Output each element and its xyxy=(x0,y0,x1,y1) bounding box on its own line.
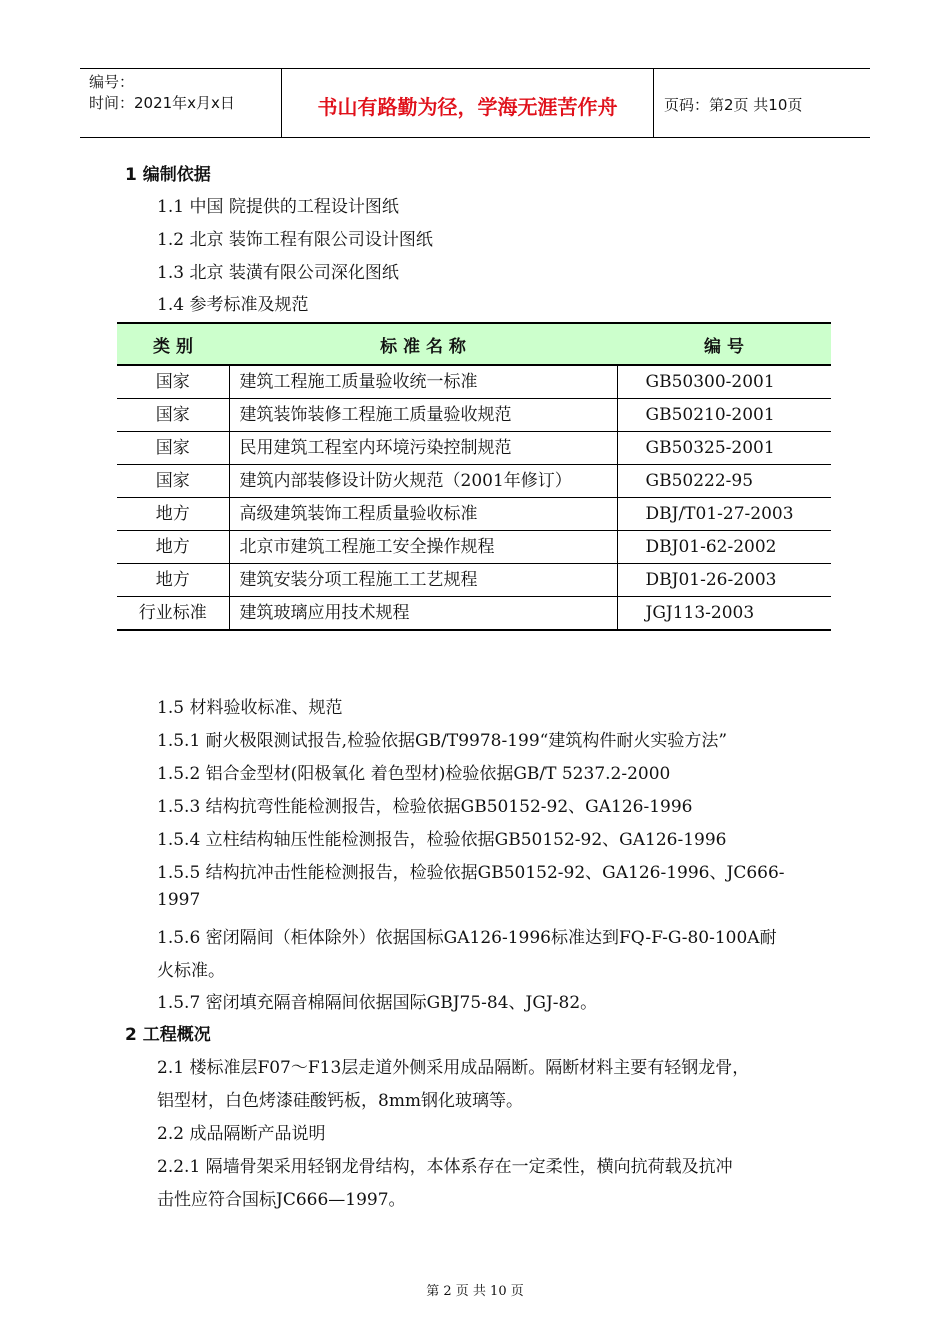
table-header-row xyxy=(117,323,831,365)
row-category: 国家 xyxy=(117,399,229,432)
row-name: 建筑装饰装修工程施工质量验收规范 xyxy=(229,399,617,432)
header-name: 标 准 名 称 xyxy=(229,323,617,365)
table-row xyxy=(117,365,831,399)
section-2-2: 2.2 成品隔断产品说明 xyxy=(157,1124,326,1144)
section-2-2-1-cont: 击性应符合国标JC666—1997。 xyxy=(157,1190,406,1210)
row-category: 国家 xyxy=(117,365,229,399)
section-1-5: 1.5 材料验收标准、规范 xyxy=(157,698,343,718)
section-2-1: 2.1 楼标准层F07～F13层走道外侧采用成品隔断。隔断材料主要有轻钢龙骨， xyxy=(157,1058,750,1078)
standards-table xyxy=(117,322,831,631)
section-1-1: 1.1 中国 院提供的工程设计图纸 xyxy=(157,197,399,217)
row-category: 行业标准 xyxy=(117,597,229,631)
section-1-5-6: 1.5.6 密闭隔间（柜体除外）依据国标GA126-1996标准达到FQ-F-G-80-100A耐 xyxy=(157,928,777,948)
section-1-5-2: 1.5.2 铝合金型材(阳极氧化 着色型材)检验依据GB/T 5237.2-2000 xyxy=(157,764,671,784)
section-1-5-4: 1.5.4 立柱结构轴压性能检测报告，检验依据GB50152-92、GA126-1996 xyxy=(157,830,727,850)
row-category: 国家 xyxy=(117,432,229,465)
header-code: 编 号 xyxy=(617,323,831,365)
section-1-3: 1.3 北京 装潢有限公司深化图纸 xyxy=(157,263,399,283)
row-code: GB50210-2001 xyxy=(617,399,831,432)
table-row xyxy=(117,498,831,531)
header-category: 类 别 xyxy=(117,323,229,365)
section-1-2: 1.2 北京 装饰工程有限公司设计图纸 xyxy=(157,230,433,250)
section-1-5-5: 1.5.5 结构抗冲击性能检测报告，检验依据GB50152-92、GA126-1996、JC666- xyxy=(157,863,785,883)
row-category: 地方 xyxy=(117,564,229,597)
row-code: JGJ113-2003 xyxy=(617,597,831,631)
row-category: 地方 xyxy=(117,531,229,564)
table-row xyxy=(117,531,831,564)
row-name: 建筑安装分项工程施工工艺规程 xyxy=(229,564,617,597)
row-code: GB50222-95 xyxy=(617,465,831,498)
row-code: DBJ/T01-27-2003 xyxy=(617,498,831,531)
section-1-5-1: 1.5.1 耐火极限测试报告,检验依据GB/T9978-199“建筑构件耐火实验方法” xyxy=(157,731,728,751)
section-1-4: 1.4 参考标准及规范 xyxy=(157,295,309,315)
header-page-info: 页码：第2页 共10页 xyxy=(664,95,803,114)
doc-time-label: 时间：2021年x月x日 xyxy=(89,94,235,112)
section-2-1-cont: 铝型材，白色烤漆硅酸钙板，8mm钢化玻璃等。 xyxy=(157,1091,524,1111)
table-row xyxy=(117,432,831,465)
section-1-title: 1 编制依据 xyxy=(125,165,211,185)
row-code: DBJ01-62-2002 xyxy=(617,531,831,564)
row-category: 地方 xyxy=(117,498,229,531)
section-1-5-5-cont: 1997 xyxy=(157,890,201,910)
row-name: 建筑工程施工质量验收统一标准 xyxy=(229,365,617,399)
row-name: 高级建筑装饰工程质量验收标准 xyxy=(229,498,617,531)
section-2-title: 2 工程概况 xyxy=(125,1025,211,1045)
row-code: GB50325-2001 xyxy=(617,432,831,465)
row-code: GB50300-2001 xyxy=(617,365,831,399)
section-1-5-3: 1.5.3 结构抗弯性能检测报告，检验依据GB50152-92、GA126-1996 xyxy=(157,797,693,817)
table-row xyxy=(117,564,831,597)
table-row xyxy=(117,399,831,432)
table-row xyxy=(117,465,831,498)
section-1-5-6-cont: 火标准。 xyxy=(157,961,225,981)
page-footer: 第 2 页 共 10 页 xyxy=(426,1284,524,1299)
section-2-2-1: 2.2.1 隔墙骨架采用轻钢龙骨结构，本体系存在一定柔性，横向抗荷载及抗冲 xyxy=(157,1157,733,1177)
row-category: 国家 xyxy=(117,465,229,498)
section-1-5-7: 1.5.7 密闭填充隔音棉隔间依据国际GBJ75-84、JGJ-82。 xyxy=(157,993,598,1013)
row-name: 建筑玻璃应用技术规程 xyxy=(229,597,617,631)
header-motto: 书山有路勤为径，学海无涯苦作舟 xyxy=(282,69,654,137)
row-name: 北京市建筑工程施工安全操作规程 xyxy=(229,531,617,564)
page-header xyxy=(80,68,870,138)
doc-number-label: 编号： xyxy=(89,73,135,91)
header-meta xyxy=(80,69,282,137)
row-code: DBJ01-26-2003 xyxy=(617,564,831,597)
row-name: 建筑内部装修设计防火规范（2001年修订） xyxy=(229,465,617,498)
table-row xyxy=(117,597,831,631)
row-name: 民用建筑工程室内环境污染控制规范 xyxy=(229,432,617,465)
